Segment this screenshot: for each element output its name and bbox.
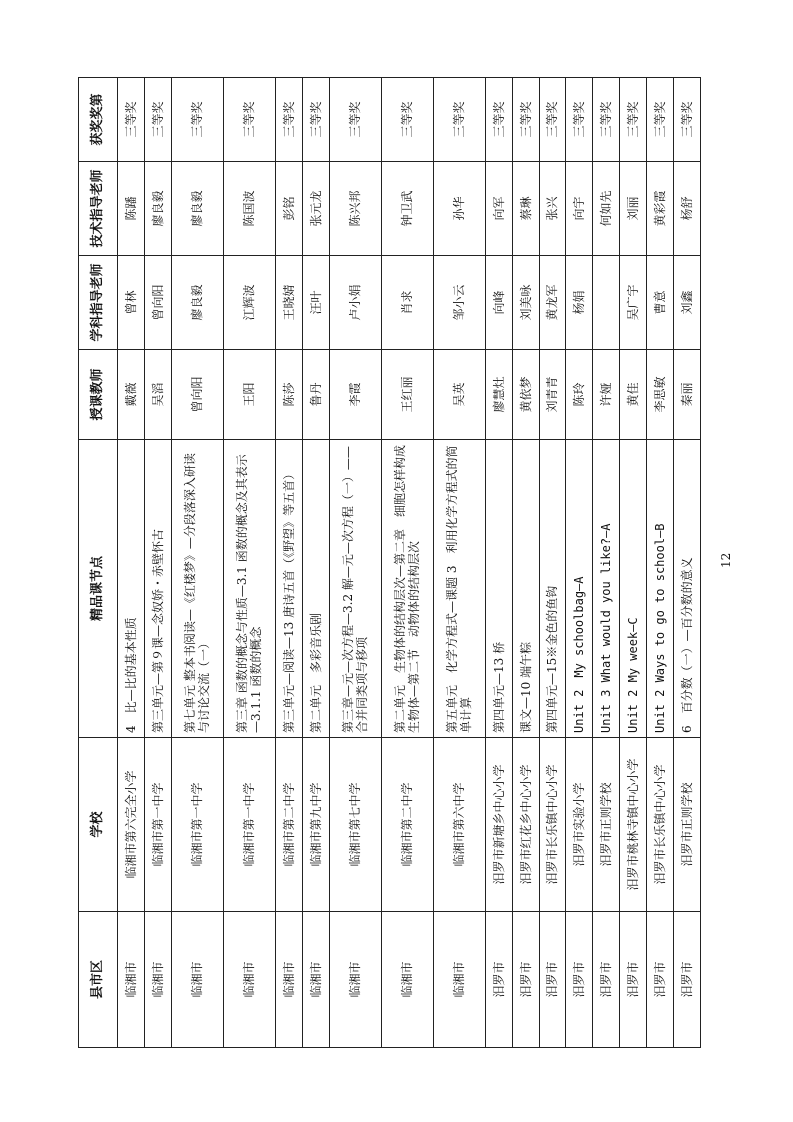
- cell-subject-mentor: 王晓婧: [275, 256, 302, 350]
- cell-district: 临湘市: [302, 912, 329, 1048]
- cell-tech-mentor: 陈蹯: [118, 162, 145, 256]
- cell-district: 汨罗市: [512, 912, 539, 1048]
- cell-lesson: 课文—10 端午粽: [512, 440, 539, 738]
- table-row: [433, 78, 485, 1048]
- cell-district: 临湘市: [171, 912, 223, 1048]
- cell-award: 三等奖: [433, 78, 485, 162]
- cell-school: 临湘市第一中学: [223, 738, 275, 912]
- cell-tech-mentor: 孙华: [433, 162, 485, 256]
- table-row: [275, 78, 302, 1048]
- cell-award: 三等奖: [171, 78, 223, 162]
- cell-subject-mentor: 刘鑫: [674, 256, 701, 350]
- cell-district: 汨罗市: [539, 912, 566, 1048]
- cell-district: 临湘市: [381, 912, 433, 1048]
- header-teacher: 授课教师: [79, 350, 118, 440]
- table-row: [329, 78, 381, 1048]
- cell-award: 三等奖: [647, 78, 674, 162]
- cell-teacher: 许娅: [593, 350, 620, 440]
- header-award: 获奖奖第: [79, 78, 118, 162]
- cell-school: 汨罗市新塘乡中心小学: [485, 738, 512, 912]
- cell-teacher: 黄依梦: [512, 350, 539, 440]
- cell-school: 汨罗市正则学校: [674, 738, 701, 912]
- cell-award: 三等奖: [485, 78, 512, 162]
- cell-school: 汨罗市实验小学: [566, 738, 593, 912]
- cell-tech-mentor: 彭铭: [275, 162, 302, 256]
- cell-district: 汨罗市: [674, 912, 701, 1048]
- cell-lesson: 第七单元 整本书阅读—《红楼梦》—分段落深入研读与讨论交流（一）: [171, 440, 223, 738]
- cell-lesson: Unit 2 My week—C: [620, 440, 647, 738]
- cell-teacher: 戴薇: [118, 350, 145, 440]
- cell-district: 临湘市: [144, 912, 171, 1048]
- cell-teacher: 李霞: [329, 350, 381, 440]
- cell-tech-mentor: 黄彩霞: [647, 162, 674, 256]
- cell-subject-mentor: 杨娟: [566, 256, 593, 350]
- cell-award: 三等奖: [512, 78, 539, 162]
- cell-teacher: 王红丽: [381, 350, 433, 440]
- cell-school: 临湘市第六中学: [433, 738, 485, 912]
- header-tech-mentor: 技术指导老师: [79, 162, 118, 256]
- cell-lesson: 第四单元—13 桥: [485, 440, 512, 738]
- cell-school: 临湘市第二中学: [275, 738, 302, 912]
- cell-tech-mentor: 廖良毅: [171, 162, 223, 256]
- cell-teacher: 秦丽: [674, 350, 701, 440]
- cell-tech-mentor: 陈兴邦: [329, 162, 381, 256]
- cell-tech-mentor: 张元龙: [302, 162, 329, 256]
- cell-teacher: 陈莎: [275, 350, 302, 440]
- cell-school: 临湘市第一中学: [144, 738, 171, 912]
- cell-tech-mentor: 陈国波: [223, 162, 275, 256]
- cell-district: 临湘市: [433, 912, 485, 1048]
- cell-award: 三等奖: [223, 78, 275, 162]
- cell-award: 三等奖: [566, 78, 593, 162]
- cell-tech-mentor: 廖良毅: [144, 162, 171, 256]
- table-row: [647, 78, 674, 1048]
- cell-teacher: 吴英: [433, 350, 485, 440]
- cell-school: 汨罗市长乐镇中心小学: [539, 738, 566, 912]
- table-row: [620, 78, 647, 1048]
- cell-subject-mentor: 卢小娟: [329, 256, 381, 350]
- header-school: 学校: [79, 738, 118, 912]
- cell-teacher: 鲁丹: [302, 350, 329, 440]
- cell-tech-mentor: 杨舒: [674, 162, 701, 256]
- cell-subject-mentor: 江辉波: [223, 256, 275, 350]
- cell-tech-mentor: 蔡琳: [512, 162, 539, 256]
- cell-subject-mentor: 刘美咏: [512, 256, 539, 350]
- cell-teacher: 陈玲: [566, 350, 593, 440]
- cell-subject-mentor: 曾林: [118, 256, 145, 350]
- cell-school: 汨罗市桃林寺镇中心小学: [620, 738, 647, 912]
- cell-district: 汨罗市: [485, 912, 512, 1048]
- cell-award: 三等奖: [381, 78, 433, 162]
- table-header-row: [79, 78, 118, 1048]
- cell-teacher: 廖慧灶: [485, 350, 512, 440]
- rotated-table-wrapper: [78, 78, 701, 1048]
- cell-school: 临湘市第七中学: [329, 738, 381, 912]
- cell-teacher: 王阳: [223, 350, 275, 440]
- cell-lesson: 第四单元—15※金色的鱼钩: [539, 440, 566, 738]
- table-row: [223, 78, 275, 1048]
- cell-subject-mentor: 黄龙军: [539, 256, 566, 350]
- table-row: [485, 78, 512, 1048]
- cell-award: 三等奖: [329, 78, 381, 162]
- page-number: 12: [719, 552, 733, 568]
- awards-table: [78, 77, 701, 1048]
- table-row: [512, 78, 539, 1048]
- table-row: [171, 78, 223, 1048]
- table-row: [381, 78, 433, 1048]
- cell-lesson: Unit 2 Ways to go to school—B: [647, 440, 674, 738]
- cell-teacher: 吴滔: [144, 350, 171, 440]
- cell-lesson: 6 百分数（一）—百分数的意义: [674, 440, 701, 738]
- table-row: [539, 78, 566, 1048]
- cell-district: 汨罗市: [566, 912, 593, 1048]
- cell-subject-mentor: 曾向阳: [144, 256, 171, 350]
- cell-school: 汨罗市正则学校: [593, 738, 620, 912]
- header-district: 县市区: [79, 912, 118, 1048]
- cell-subject-mentor: 邹小云: [433, 256, 485, 350]
- cell-school: 临湘市第一中学: [171, 738, 223, 912]
- table-row: [566, 78, 593, 1048]
- cell-award: 三等奖: [118, 78, 145, 162]
- cell-school: 临湘市第六完全小学: [118, 738, 145, 912]
- cell-subject-mentor: 汪叶: [302, 256, 329, 350]
- cell-lesson: 第三单元—第９课—念奴娇・赤壁怀古: [144, 440, 171, 738]
- cell-school: 汨罗市红花乡中心小学: [512, 738, 539, 912]
- table-row: [118, 78, 145, 1048]
- cell-teacher: 曾向阳: [171, 350, 223, 440]
- cell-subject-mentor: 曹意: [647, 256, 674, 350]
- table-row: [302, 78, 329, 1048]
- cell-subject-mentor: 廖良毅: [171, 256, 223, 350]
- table-row: [674, 78, 701, 1048]
- cell-tech-mentor: 刘丽: [620, 162, 647, 256]
- cell-tech-mentor: 何如先: [593, 162, 620, 256]
- cell-school: 临湘市第二中学: [381, 738, 433, 912]
- table-body: [118, 78, 701, 1048]
- cell-award: 三等奖: [275, 78, 302, 162]
- cell-lesson: 第三章—元—次方程—3.2 解—元—次方程（一）——合并同类项与移项: [329, 440, 381, 738]
- cell-subject-mentor: 肖求: [381, 256, 433, 350]
- cell-school: 汨罗市长乐镇中心小学: [647, 738, 674, 912]
- cell-school: 临湘市第九中学: [302, 738, 329, 912]
- cell-lesson: 第二单元 生物体的结构层次—第二章 细胞怎样构成生物体—第二节 动物体的结构层次: [381, 440, 433, 738]
- header-lesson: 精品课节点: [79, 440, 118, 738]
- cell-lesson: 第二单元 多彩音乐剧: [302, 440, 329, 738]
- cell-subject-mentor: 吴广宇: [620, 256, 647, 350]
- header-subject-mentor: 学科指导老师: [79, 256, 118, 350]
- cell-award: 三等奖: [674, 78, 701, 162]
- cell-lesson: Unit 3 What would you like?—A: [593, 440, 620, 738]
- cell-tech-mentor: 钟卫武: [381, 162, 433, 256]
- cell-tech-mentor: 向宇: [566, 162, 593, 256]
- cell-district: 汨罗市: [620, 912, 647, 1048]
- cell-tech-mentor: 向军: [485, 162, 512, 256]
- cell-district: 汨罗市: [647, 912, 674, 1048]
- cell-teacher: 刘青青: [539, 350, 566, 440]
- cell-tech-mentor: 张兴: [539, 162, 566, 256]
- cell-lesson: 4 比—比的基本性质: [118, 440, 145, 738]
- cell-district: 临湘市: [329, 912, 381, 1048]
- cell-award: 三等奖: [302, 78, 329, 162]
- cell-lesson: 第三单元—阅读—13 唐诗五首（《野望》等五首）: [275, 440, 302, 738]
- cell-award: 三等奖: [539, 78, 566, 162]
- table-row: [144, 78, 171, 1048]
- cell-district: 临湘市: [275, 912, 302, 1048]
- cell-lesson: 第五单元 化学方程式—课题 3 利用化学方程式的简单计算: [433, 440, 485, 738]
- cell-subject-mentor: [593, 256, 620, 350]
- cell-district: 临湘市: [223, 912, 275, 1048]
- cell-lesson: 第三章 函数的概念与性质—3.1 函数的概念及其表示—3.1.1 函数的概念: [223, 440, 275, 738]
- cell-lesson: Unit 2 My schoolbag—A: [566, 440, 593, 738]
- cell-teacher: 李思敏: [647, 350, 674, 440]
- cell-award: 三等奖: [144, 78, 171, 162]
- cell-award: 三等奖: [620, 78, 647, 162]
- cell-award: 三等奖: [593, 78, 620, 162]
- cell-district: 汨罗市: [593, 912, 620, 1048]
- cell-district: 临湘市: [118, 912, 145, 1048]
- table-row: [593, 78, 620, 1048]
- cell-subject-mentor: 向峰: [485, 256, 512, 350]
- cell-teacher: 黄佳: [620, 350, 647, 440]
